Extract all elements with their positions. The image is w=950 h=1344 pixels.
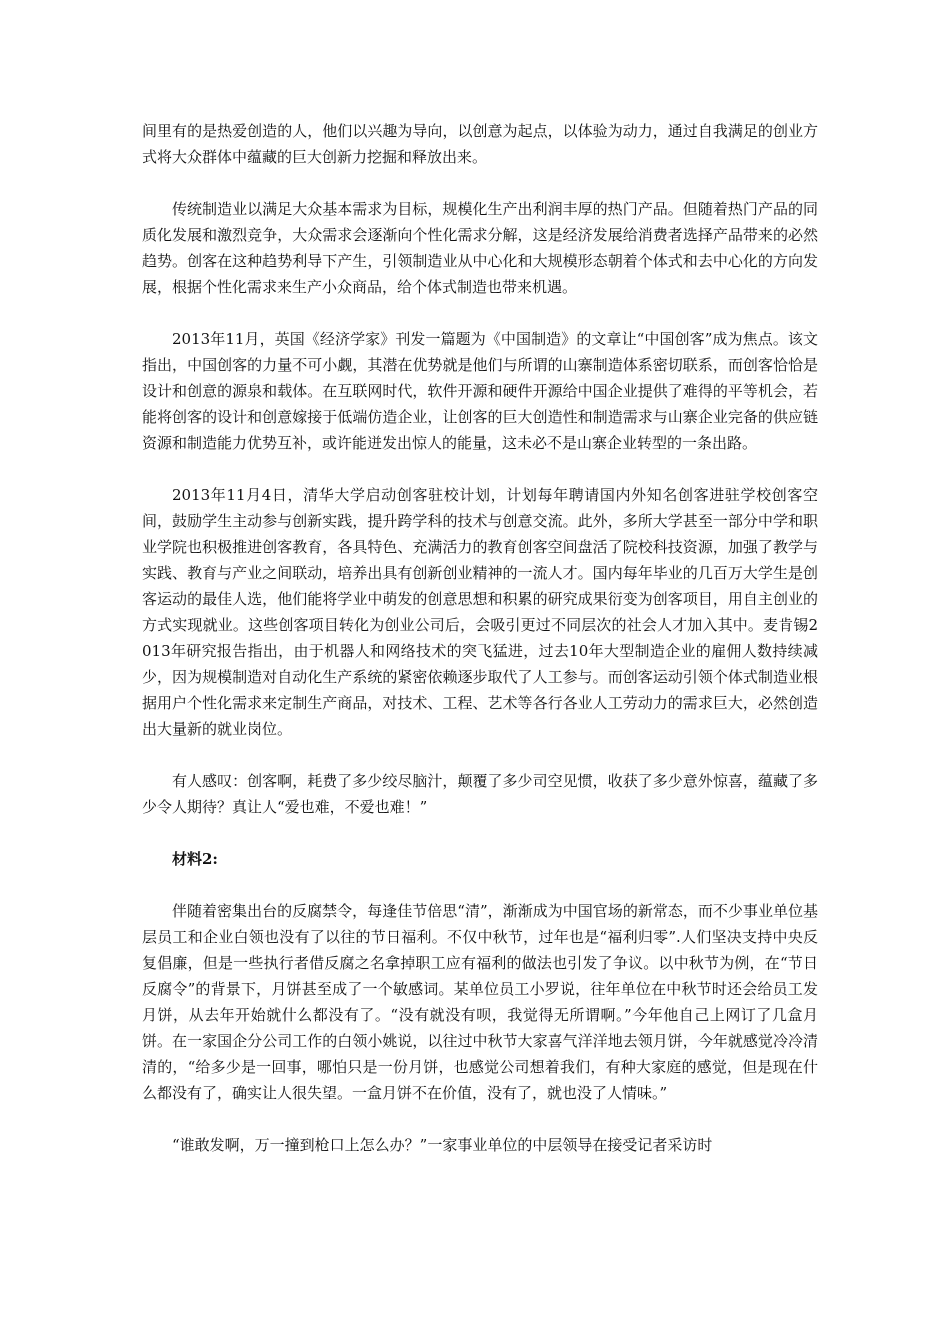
paragraph-interview-quote: “谁敢发啊，万一撞到枪口上怎么办？”一家事业单位的中层领导在接受记者采访时 bbox=[172, 1136, 713, 1154]
section-heading-material-2: 材料2: bbox=[172, 850, 218, 868]
paragraph-traditional-manufacturing: 传统制造业以满足大众基本需求为目标，规模化生产出利润丰厚的热门产品。但随着热门产品的同质化发展和激烈竞争，大众需求会逐渐向个性化需求分解，这是经济发展给消费者选择产品带来的必然趋势。创客在这种趋势利导下产生，引领制造业从中心化和大规模形态朝着个体式和去中心化的方向发展，根据个性化需求来生产小众商品，给个体式制造也带来机遇。 bbox=[142, 200, 818, 296]
paragraph-anti-corruption-benefits: 伴随着密集出台的反腐禁令，每逢佳节倍思“清”，渐渐成为中国官场的新常态，而不少事业单位基层员工和企业白领也没有了以往的节日福利。不仅中秋节，过年也是“福利归零”.人们坚决支持中央反复倡廉，但是一些执行者借反腐之名拿掉职工应有福利的做法也引发了争议。以中秋节为例，在“节日反腐令”的背景下，月饼甚至成了一个敏感词。某单位员工小罗说，往年单位在中秋节时还会给员工发月饼，从去年开始就什么都没有了。“没有就没有呗，我觉得无所谓啊。”今年他自己上网订了几盒月饼。在一家国企分公司工作的白领小姚说，以往过中秋节大家喜气洋洋地去领月饼，今年就感觉冷冷清清的，“给多少是一回事，哪怕只是一份月饼，也感觉公司想着我们，有种大家庭的感觉，但是现在什么都没有了，确实让人很失望。一盒月饼不在价值，没有了，就也没了人情味。” bbox=[142, 902, 818, 1102]
paragraph-maker-space-continuation: 间里有的是热爱创造的人，他们以兴趣为导向，以创意为起点，以体验为动力，通过自我满足的创业方式将大众群体中蕴藏的巨大创新力挖掘和释放出来。 bbox=[142, 122, 818, 166]
document-page bbox=[142, 118, 818, 1184]
paragraph-maker-sentiment: 有人感叹：创客啊，耗费了多少绞尽脑汁，颠覆了多少司空见惯，收获了多少意外惊喜，蕴藏了多少令人期待？真让人“爱也难，不爱也难！” bbox=[142, 772, 818, 816]
paragraph-economist-article: 2013年11月，英国《经济学家》刊发一篇题为《中国制造》的文章让“中国创客”成为焦点。该文指出，中国创客的力量不可小觑，其潜在优势就是他们与所谓的山寨制造体系密切联系，而创客恰恰是设计和创意的源泉和载体。在互联网时代，软件开源和硬件开源给中国企业提供了难得的平等机会，若能将创客的设计和创意嫁接于低端仿造企业，让创客的巨大创造性和制造需求与山寨企业完备的供应链资源和制造能力优势互补，或许能迸发出惊人的能量，这未必不是山寨企业转型的一条出路。 bbox=[142, 330, 818, 452]
paragraph-tsinghua-maker-program: 2013年11月4日，清华大学启动创客驻校计划，计划每年聘请国内外知名创客进驻学校创客空间，鼓励学生主动参与创新实践，提升跨学科的技术与创意交流。此外，多所大学甚至一部分中学和职业学院也积极推进创客教育，各具特色、充满活力的教育创客空间盘活了院校科技资源，加强了教学与实践、教育与产业之间联动，培养出具有创新创业精神的一流人才。国内每年毕业的几百万大学生是创客运动的最佳人选，他们能将学业中萌发的创意思想和积累的研究成果衍变为创客项目，用自主创业的方式实现就业。这些创客项目转化为创业公司后，会吸引更过不同层次的社会人才加入其中。麦肯锡2013年研究报告指出，由于机器人和网络技术的突飞猛进，过去10年大型制造企业的雇佣人数持续减少，因为规模制造对自动化生产系统的紧密依赖逐步取代了人工参与。而创客运动引领个体式制造业根据用户个性化需求来定制生产商品，对技术、工程、艺术等各行各业人工劳动力的需求巨大，必然创造出大量新的就业岗位。 bbox=[142, 486, 818, 738]
